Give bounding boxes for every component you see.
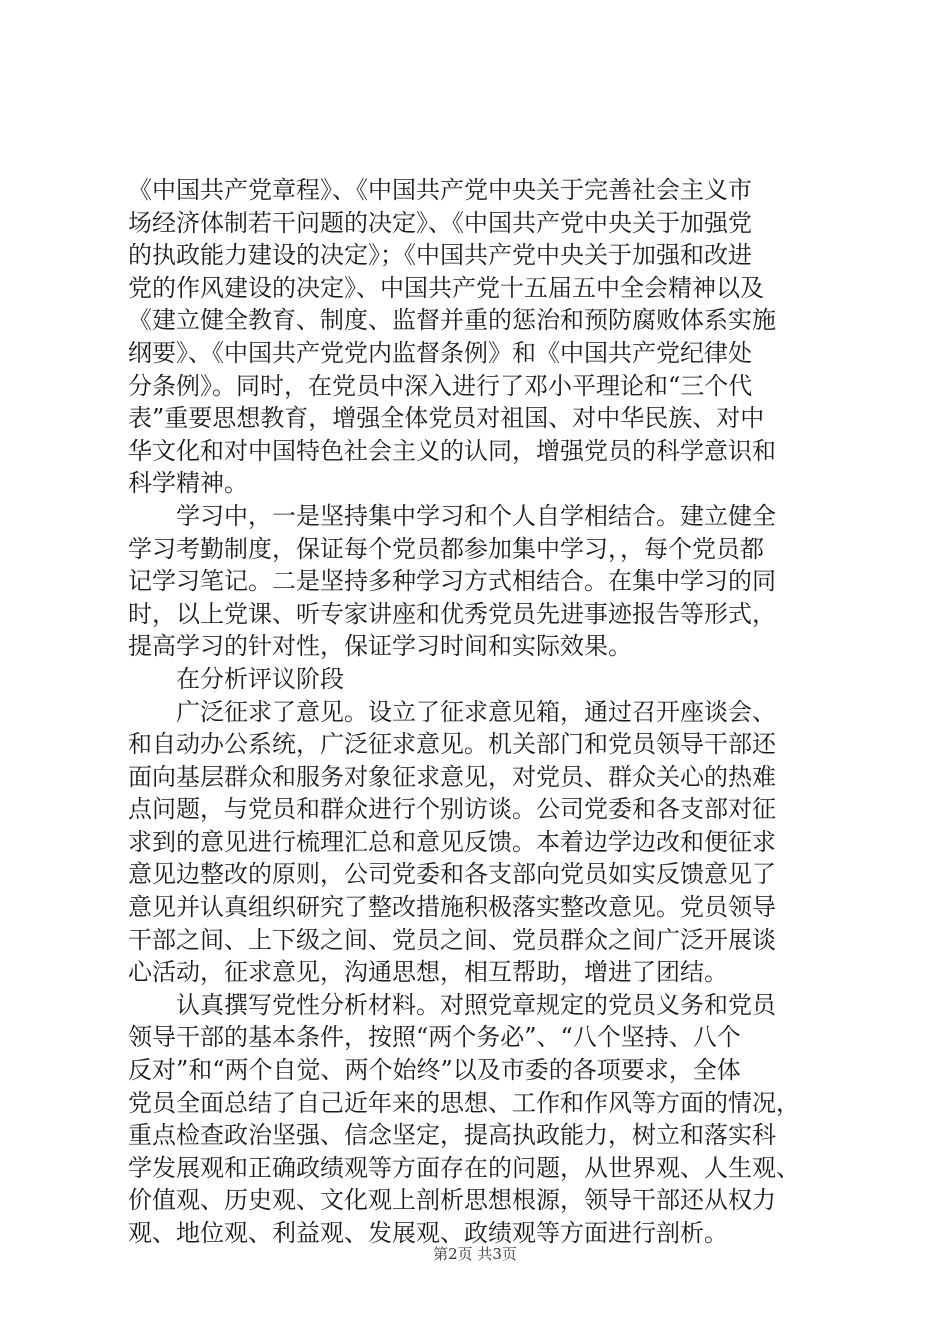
paragraph-first-line: 学习中，一是坚持集中学习和个人自学相结合。建立健全: [176, 501, 776, 530]
text-line: 分条例》。同时，在党员中深入进行了邓小平理论和“三个代: [128, 371, 753, 400]
text-line: 的执政能力建设的决定》；《中国共产党中央关于加强和改进: [128, 241, 752, 270]
text-line: 价值观、历史观、文化观上剖析思想根源，领导干部还从权力: [128, 1186, 776, 1215]
text-line: 面向基层群众和服务对象征求意见，对党员、群众关心的热难: [128, 762, 776, 791]
text-line: 《中国共产党章程》、《中国共产党中央关于完善社会主义市: [128, 176, 752, 204]
text-line: 记学习笔记。二是坚持多种学习方式相结合。在集中学习的同: [128, 567, 776, 596]
text-line: 场经济体制若干问题的决定》、《中国共产党中央关于加强党: [128, 208, 752, 237]
text-line: 意见边整改的原则，公司党委和各支部向党员如实反馈意见了: [128, 860, 776, 889]
text-line: 纲要》、《中国共产党党内监督条例》和《中国共产党纪律处: [128, 338, 752, 367]
text-line: 反对”和“两个自觉、两个始终”以及市委的各项要求，全体: [128, 1056, 741, 1085]
text-line: 求到的意见进行梳理汇总和意见反馈。本着边学边改和便征求: [128, 827, 776, 856]
text-line: 党员全面总结了自己近年来的思想、工作和作风等方面的情况，: [128, 1088, 800, 1117]
text-line: 学习考勤制度，保证每个党员都参加集中学习，，每个党员都: [128, 534, 764, 563]
text-line: 表”重要思想教育，增强全体党员对祖国、对中华民族、对中: [128, 404, 765, 433]
text-line: 时，以上党课、听专家讲座和优秀党员先进事迹报告等形式，: [128, 599, 776, 628]
text-line: 科学精神。: [128, 469, 248, 498]
text-line: 提高学习的针对性，保证学习时间和实际效果。: [128, 632, 632, 661]
text-line: 点问题，与党员和群众进行个别访谈。公司党委和各支部对征: [128, 795, 776, 824]
text-line: 党的作风建设的决定》、中国共产党十五届五中全会精神以及: [128, 273, 764, 302]
text-line: 意见并认真组织研究了整改措施积极落实整改意见。党员领导: [128, 893, 776, 922]
text-line: 干部之间、上下级之间、党员之间、党员群众之间广泛开展谈: [128, 925, 776, 954]
paragraph-first-line: 认真撰写党性分析材料。对照党章规定的党员义务和党员: [176, 990, 776, 1019]
page-footer: 第2页 共3页: [433, 1245, 517, 1263]
text-line: 华文化和对中国特色社会主义的认同，增强党员的科学意识和: [128, 436, 776, 465]
paragraph-first-line: 在分析评议阶段: [176, 664, 344, 693]
text-line: 《建立健全教育、制度、监督并重的惩治和预防腐败体系实施: [128, 306, 776, 335]
text-line: 重点检查政治坚强、信念坚定，提高执政能力，树立和落实科: [128, 1121, 776, 1150]
text-line: 心活动，征求意见，沟通思想，相互帮助，增进了团结。: [128, 958, 728, 987]
text-line: 领导干部的基本条件，按照“两个务必”、“八个坚持、八个: [128, 1023, 741, 1052]
text-line: 学发展观和正确政绩观等方面存在的问题，从世界观、人生观、: [128, 1153, 800, 1182]
text-line: 观、地位观、利益观、发展观、政绩观等方面进行剖析。: [128, 1219, 728, 1247]
document-body: [128, 174, 828, 1250]
paragraph-first-line: 广泛征求了意见。设立了征求意见箱，通过召开座谈会、: [176, 697, 776, 726]
text-line: 和自动办公系统，广泛征求意见。机关部门和党员领导干部还: [128, 730, 776, 759]
